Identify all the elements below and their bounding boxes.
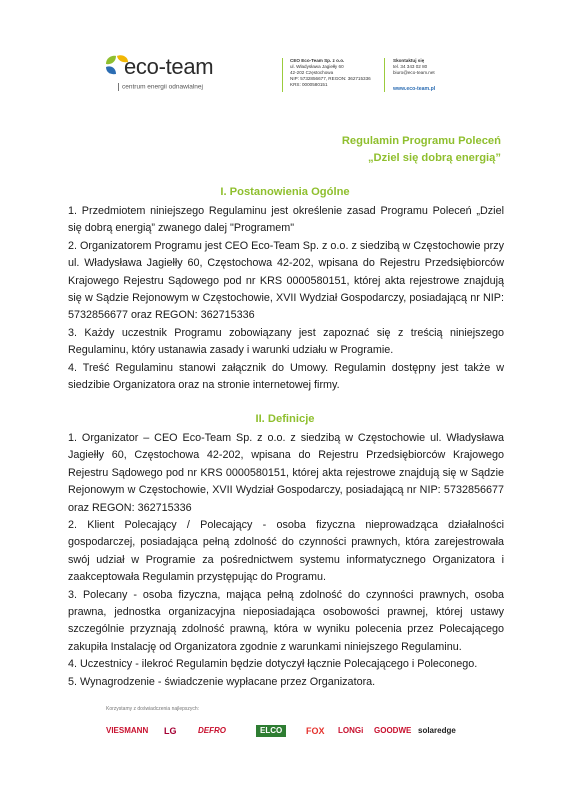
document-title-line1: Regulamin Programu Poleceń [341, 135, 501, 147]
paragraph: 4. Treść Regulaminu stanowi załącznik do Umowy. Regulamin dostępny jest także w siedzibie Organizatora oraz na stronie internetowej firmy. [68, 361, 504, 392]
website-link[interactable]: www.eco-team.pl [393, 86, 436, 92]
company-logo [104, 52, 244, 98]
brand-logo: ELCO [256, 725, 286, 737]
footer-label: Korzystamy z doświadczenia najlepszych: [106, 706, 200, 712]
brand-logo: LG [164, 726, 177, 736]
brand-logo: DEFRO [198, 726, 226, 735]
document-title [342, 133, 501, 167]
section-body [68, 430, 504, 691]
paragraph: 1. Organizator – CEO Eco-Team Sp. z o.o. z siedzibą w Częstochowie ul. Władysława Jagiełły 60, Częstochowa 42-202, wpisana do Rejestru Przedsiębiorców Krajowego Rejestru Sądowego pod nr KRS 0000580151, której akta rejestrowe znajdują się w Sądzie Rejonowym w Częstochowie, XVII Wydział Gospodarczy, posiadającą nr NIP: 5732856677 oraz REGON: 362715336 [68, 432, 504, 514]
paragraph: 4. Uczestnicy - ilekroć Regulamin będzie dotyczył łącznie Polecającego i Poleconego. [68, 658, 478, 671]
section-heading: I. Postanowienia Ogólne [220, 186, 350, 198]
brand-logo: solaredge [418, 726, 456, 735]
paragraph: 2. Klient Polecający / Polecający - osoba fizyczna nieprowadząca działalności gospodarczej, posiadająca pełną zdolność do czynności prawnych, która zarejestrowała swój udział w Programie za pośrednictwem systemu informatycznego Organizatora i zaakceptowała Regulamin przystępując do Programu. [68, 519, 504, 584]
paragraph: 3. Każdy uczestnik Programu zobowiązany jest zapoznać się z treścią niniejszego Regulaminu, który ustanawia zasady i warunki udziału w Programie. [68, 326, 504, 357]
company-street: ul. Władysława Jagiełły 60 [290, 64, 344, 69]
contact-title: Skontaktuj się [393, 58, 425, 63]
document-title-line2: „Dziel się dobrą energią” [367, 152, 501, 164]
brand-logo: VIESMANN [106, 726, 149, 735]
brand-logo: GOODWE [374, 726, 412, 735]
contact-info [393, 58, 436, 92]
paragraph: 1. Przedmiotem niniejszego Regulaminu jest określenie zasad Programu Poleceń „Dziel się dobrą energią” zwanego dalej "Programem" [68, 205, 504, 235]
header-divider [282, 58, 283, 92]
section-body [68, 203, 504, 394]
brand-logo: LONGi [338, 726, 364, 735]
logo-subtitle: centrum energii odnawialnej [118, 83, 203, 92]
section-heading: II. Definicje [255, 413, 315, 425]
company-krs: KRS: 0000580151 [290, 82, 328, 87]
contact-phone[interactable]: tel. 34 343 02 80 [393, 64, 428, 69]
brand-logos [106, 723, 466, 739]
company-city: 42-202 Częstochowa [290, 70, 334, 75]
company-info [290, 58, 371, 88]
logo-text: eco-team [124, 54, 214, 79]
company-nip-regon: NIP: 5732856677, REGON: 362715336 [290, 76, 371, 81]
company-name: CEO Eco-Team Sp. z o.o. [290, 58, 345, 63]
brand-logo: FOX [306, 726, 325, 736]
paragraph: 3. Polecany - osoba fizyczna, mająca pełną zdolność do czynności prawnych, osoba prawna, jednostka organizacyjna nieposiadająca osobowości prawnej, której ustawy szczególnie przyznają zdolność prawną, która w wyniku polecenia przez Polecającego zakupiła Instalację od Organizatora zgodnie z warunkami niniejszego Regulaminu. [68, 588, 504, 653]
paragraph: 2. Organizatorem Programu jest CEO Eco-Team Sp. z o.o. z siedzibą w Częstochowie przy ul. Władysława Jagiełły 60, Częstochowa 42-202, wpisana do Rejestru Przedsiębiorców Krajowego Rejestru Sądowego pod nr KRS 0000580151, której akta rejestrowe znajdują się w Sądzie Rejonowym w Częstochowie, XVII Wydział Gospodarczy, posiadającą nr NIP: 5732856677 oraz REGON: 362715336 [68, 239, 504, 322]
paragraph: 5. Wynagrodzenie - świadczenie wypłacane przez Organizatora. [68, 675, 376, 688]
contact-email[interactable]: biuro@eco-team.net [393, 70, 435, 75]
header-divider [384, 58, 385, 92]
